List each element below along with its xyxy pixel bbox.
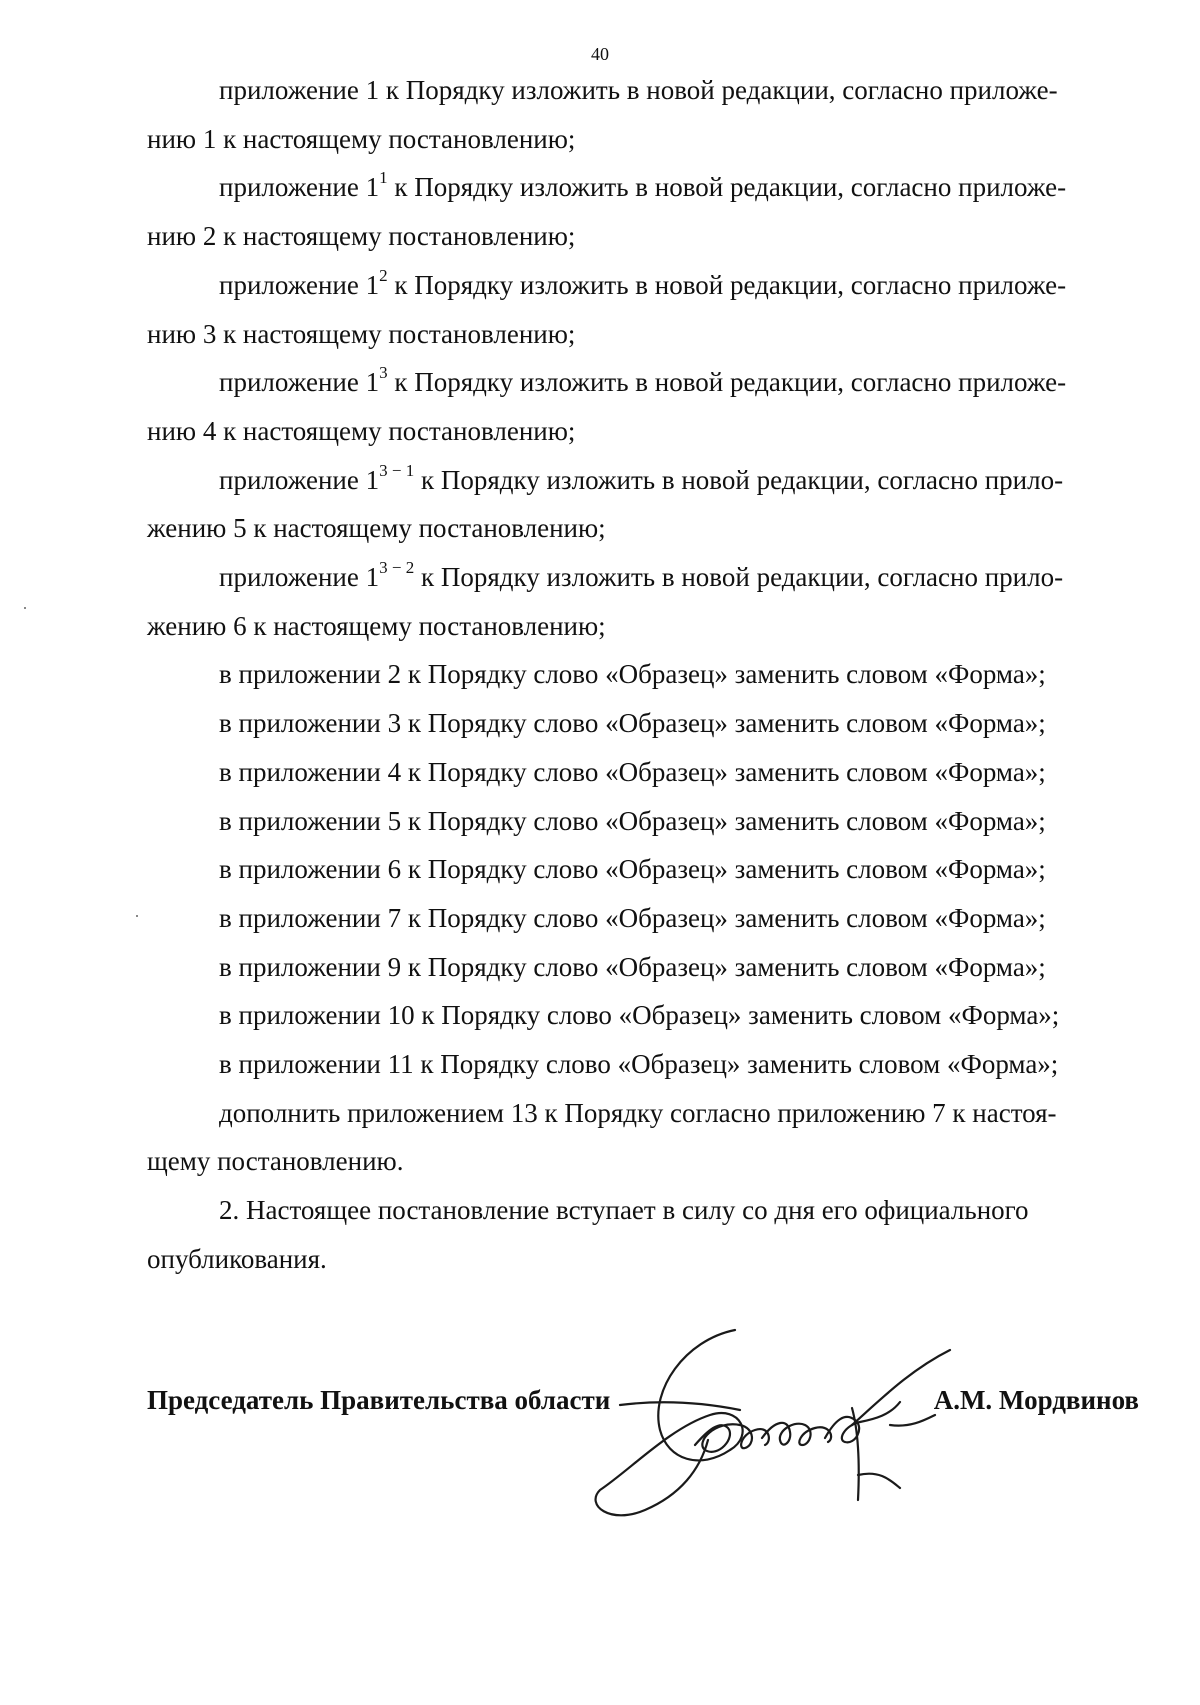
superscript: 3 bbox=[379, 363, 388, 383]
signatory-name: А.М. Мордвинов bbox=[933, 1385, 1139, 1415]
paragraph-supplement bbox=[147, 1089, 1145, 1138]
document-body bbox=[147, 66, 1145, 1284]
replacement-line: в приложении 11 к Порядку слово «Образец» заменить словом «Форма»; bbox=[219, 1049, 1059, 1080]
paragraph-line: опубликования. bbox=[147, 1243, 327, 1274]
superscript: 3 − 1 bbox=[379, 460, 415, 480]
paragraph-continuation bbox=[147, 504, 1145, 553]
paragraph-appendix-1-1 bbox=[147, 163, 1145, 212]
paragraph-line: к Порядку изложить в новой редакции, согласно прило- bbox=[414, 562, 1064, 593]
paragraph-line: нию 1 к настоящему постановлению; bbox=[147, 123, 576, 154]
paragraph-prefix: приложение 1 bbox=[219, 367, 380, 398]
paragraph-continuation bbox=[147, 407, 1145, 456]
replacement-line: в приложении 9 к Порядку слово «Образец» заменить словом «Форма»; bbox=[219, 951, 1046, 982]
paragraph-line: к Порядку изложить в новой редакции, согласно приложе- bbox=[387, 172, 1067, 203]
paragraph-line: жению 6 к настоящему постановлению; bbox=[147, 610, 606, 641]
paragraph-line: жению 5 к настоящему постановлению; bbox=[147, 513, 606, 544]
paragraph-appendix-1-3-2 bbox=[147, 553, 1145, 602]
superscript: 3 − 2 bbox=[379, 558, 415, 578]
paragraph-line: к Порядку изложить в новой редакции, согласно прило- bbox=[414, 464, 1064, 495]
paragraph-line: нию 4 к настоящему постановлению; bbox=[147, 415, 576, 446]
paragraph-continuation bbox=[147, 212, 1145, 261]
paragraph-prefix: приложение 1 bbox=[219, 562, 380, 593]
replacement-line: в приложении 7 к Порядку слово «Образец» заменить словом «Форма»; bbox=[219, 902, 1046, 933]
paragraph-clause-2 bbox=[147, 1186, 1145, 1235]
paragraph-appendix-1 bbox=[147, 66, 1145, 115]
paragraph-line: нию 3 к настоящему постановлению; bbox=[147, 318, 576, 349]
superscript: 2 bbox=[379, 265, 388, 285]
paragraph-continuation bbox=[147, 1137, 1145, 1186]
paragraph-appendix-1-2 bbox=[147, 261, 1145, 310]
paragraph-prefix: приложение 1 bbox=[219, 172, 380, 203]
replacement-line: в приложении 3 к Порядку слово «Образец» заменить словом «Форма»; bbox=[219, 708, 1046, 739]
replacement-line: в приложении 2 к Порядку слово «Образец» заменить словом «Форма»; bbox=[219, 659, 1046, 690]
paragraph-line: к Порядку изложить в новой редакции, согласно приложе- bbox=[387, 367, 1067, 398]
paragraph-continuation bbox=[147, 602, 1145, 651]
handwritten-signature bbox=[590, 1320, 960, 1535]
scan-speck bbox=[136, 915, 138, 917]
paragraph-continuation bbox=[147, 310, 1145, 359]
paragraph-line: к Порядку изложить в новой редакции, согласно приложе- bbox=[387, 269, 1067, 300]
paragraph-continuation bbox=[147, 1235, 1145, 1284]
paragraph-continuation bbox=[147, 115, 1145, 164]
scan-speck bbox=[24, 607, 26, 609]
paragraph-line: нию 2 к настоящему постановлению; bbox=[147, 221, 576, 252]
paragraph-line: дополнить приложением 13 к Порядку согласно приложению 7 к настоя- bbox=[219, 1097, 1057, 1128]
paragraph-appendix-1-3 bbox=[147, 358, 1145, 407]
paragraph-appendix-1-3-1 bbox=[147, 456, 1145, 505]
paragraph-line: 2. Настоящее постановление вступает в силу со дня его официального bbox=[219, 1195, 1029, 1226]
signatory-title: Председатель Правительства области bbox=[147, 1385, 611, 1415]
paragraph-prefix: приложение 1 bbox=[219, 464, 380, 495]
paragraph-line: щему постановлению. bbox=[147, 1146, 404, 1177]
replacement-line: в приложении 5 к Порядку слово «Образец» заменить словом «Форма»; bbox=[219, 805, 1046, 836]
paragraph-prefix: приложение 1 bbox=[219, 269, 380, 300]
page-number: 40 bbox=[591, 44, 609, 64]
superscript: 1 bbox=[379, 168, 388, 188]
paragraph-line: приложение 1 к Порядку изложить в новой редакции, согласно приложе- bbox=[219, 75, 1058, 105]
replacement-line: в приложении 10 к Порядку слово «Образец» заменить словом «Форма»; bbox=[219, 1000, 1060, 1031]
replacement-line: в приложении 6 к Порядку слово «Образец» заменить словом «Форма»; bbox=[219, 854, 1046, 885]
replacement-line: в приложении 4 к Порядку слово «Образец» заменить словом «Форма»; bbox=[219, 756, 1046, 787]
